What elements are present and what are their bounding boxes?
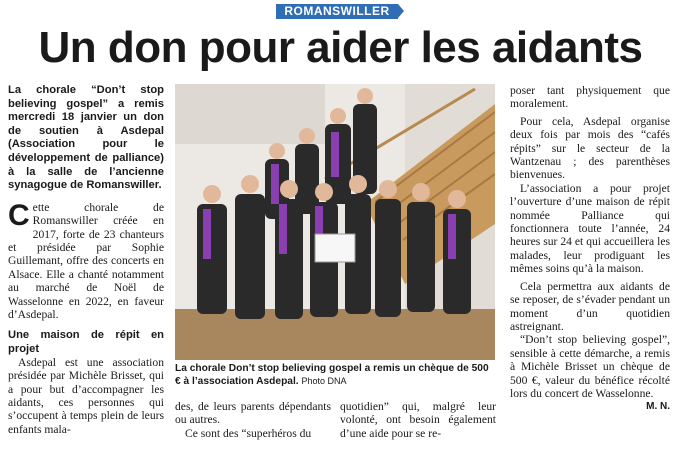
col1-paragraph-2: Asdepal est une association présidée par Michèle Brisset, qui a pour but d’accompagner les aidants, ces personnes qui s’occupent à temps plein de leurs enfants mala-: [8, 355, 164, 436]
col4-paragraph-0: poser tant physiquement que moralement.: [510, 84, 670, 111]
column-4: [510, 84, 670, 414]
col4-paragraph-2: L’association a pour projet l’ouverture d’une maison de répit nommée Palliance qui fonctionnera toute l’année, 24 heures sur 24 et qui accueillera les malades, leur prodiguant les mêmes soins qu’à la maison.: [510, 181, 670, 276]
section-tag: ROMANSWILLER: [276, 4, 398, 19]
col2-paragraph-2: Ce sont des “superhéros du: [185, 426, 312, 440]
photo-illustration: [175, 84, 495, 360]
col4-paragraph-1: Pour cela, Asdepal organise deux fois par mois des “cafés répits” sur le secteur de la Wantzenau ; des parenthèses bienvenues.: [510, 114, 670, 182]
col4-paragraph-4: “Don’t stop believing gospel”, sensible à cette démarche, a remis à Michèle Brisset un chèque de 500 €, valeur du bénéfice récolté lors du concert de Wasselonne.: [510, 333, 670, 400]
subheading: Une maison de répit en projet: [8, 329, 164, 355]
col1-text: ette chorale de Romanswiller créée en 2017, forte de 23 chanteurs et présidée par Sophie Guillemant, offre des concerts en Alsace. Elle a chanté notamment au marché de Noël de Wasselonne en 2022, en faveur d’Asdepal.: [8, 200, 164, 321]
photo-credit: Photo DNA: [301, 376, 347, 386]
column-1: [8, 84, 164, 436]
column-2: [175, 400, 331, 440]
col1-paragraph: [8, 198, 164, 322]
col2-paragraph-1: des, de leurs parents dépendants ou autres.: [175, 400, 331, 427]
cheque-icon: [315, 234, 355, 262]
col4-paragraph-3: Cela permettra aux aidants de se reposer, de s’évader pendant un moment d’un quotidien astreignant.: [510, 279, 670, 333]
choir-photo: [175, 84, 495, 360]
headline: Un don pour aider les aidants: [38, 23, 643, 72]
lead-paragraph: La chorale “Don’t stop believing gospel” a remis mercredi 18 janvier un don de soutien à Asdepal (Association pour le développement de palliance) à la salle de l’ancienne synagogue de Romanswiller.: [8, 84, 164, 192]
signature: M. N.: [646, 401, 670, 413]
col3-paragraph-1: quotidien” qui, malgré leur volonté, ont besoin également d’une aide pour se re-: [340, 400, 496, 440]
caption-text: La chorale Don’t stop believing gospel a remis un chèque de 500 € à l’association Asdepal.: [175, 363, 489, 387]
column-3: [340, 400, 496, 440]
photo-caption: [175, 362, 495, 388]
drop-cap: C: [8, 198, 30, 232]
